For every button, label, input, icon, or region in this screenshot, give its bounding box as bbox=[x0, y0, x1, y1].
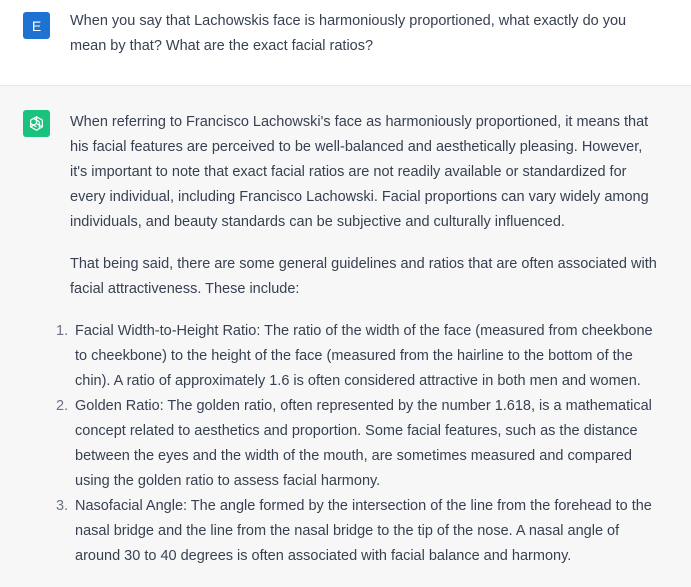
list-item bbox=[56, 319, 661, 394]
list-item-text: Facial Width-to-Height Ratio: The ratio of the width of the face (measured from cheekbone to cheekbone) to the height of the face (measured from the hairline to the bottom of the chin). A ratio of approximately 1.6 is often considered attractive in both men and women. bbox=[75, 323, 653, 389]
user-message bbox=[0, 0, 691, 86]
list-number: 2. bbox=[56, 398, 69, 414]
user-avatar: E bbox=[23, 12, 50, 39]
list-item bbox=[56, 494, 661, 569]
assistant-paragraph-2: That being said, there are some general guidelines and ratios that are often associated with facial attractiveness. These include: bbox=[70, 256, 657, 297]
assistant-message-text bbox=[56, 110, 661, 569]
list-number: 3. bbox=[56, 498, 69, 514]
list-item-text: Golden Ratio: The golden ratio, often represented by the number 1.618, is a mathematical concept related to aesthetics and proportion. Some facial features, such as the distance between the eyes and the width of the mouth, are sometimes measured and compared using the golden ratio to assess facial harmony. bbox=[75, 398, 652, 489]
assistant-paragraph-1: When referring to Francisco Lachowski's face as harmoniously proportioned, it means that his facial features are perceived to be well-balanced and aesthetically pleasing. However, it's important to note that exact facial ratios are not readily available or standardized for every individual, including Francisco Lachowski. Facial proportions can vary widely among individuals, and beauty standards can be subjective and culturally influenced. bbox=[70, 114, 649, 230]
list-number: 1. bbox=[56, 323, 69, 339]
user-message-text: When you say that Lachowskis face is harmoniously proportioned, what exactly do you mean by that? What are the exact facial ratios? bbox=[70, 13, 627, 54]
openai-logo-icon bbox=[23, 110, 50, 137]
assistant-message bbox=[0, 86, 691, 587]
list-item bbox=[56, 394, 661, 494]
list-item-text: Nasofacial Angle: The angle formed by the intersection of the line from the forehead to the nasal bridge and the line from the nasal bridge to the tip of the nose. A nasal angle of around 30 to 40 degrees is often associated with facial balance and harmony. bbox=[75, 498, 652, 564]
numbered-list bbox=[56, 319, 661, 569]
